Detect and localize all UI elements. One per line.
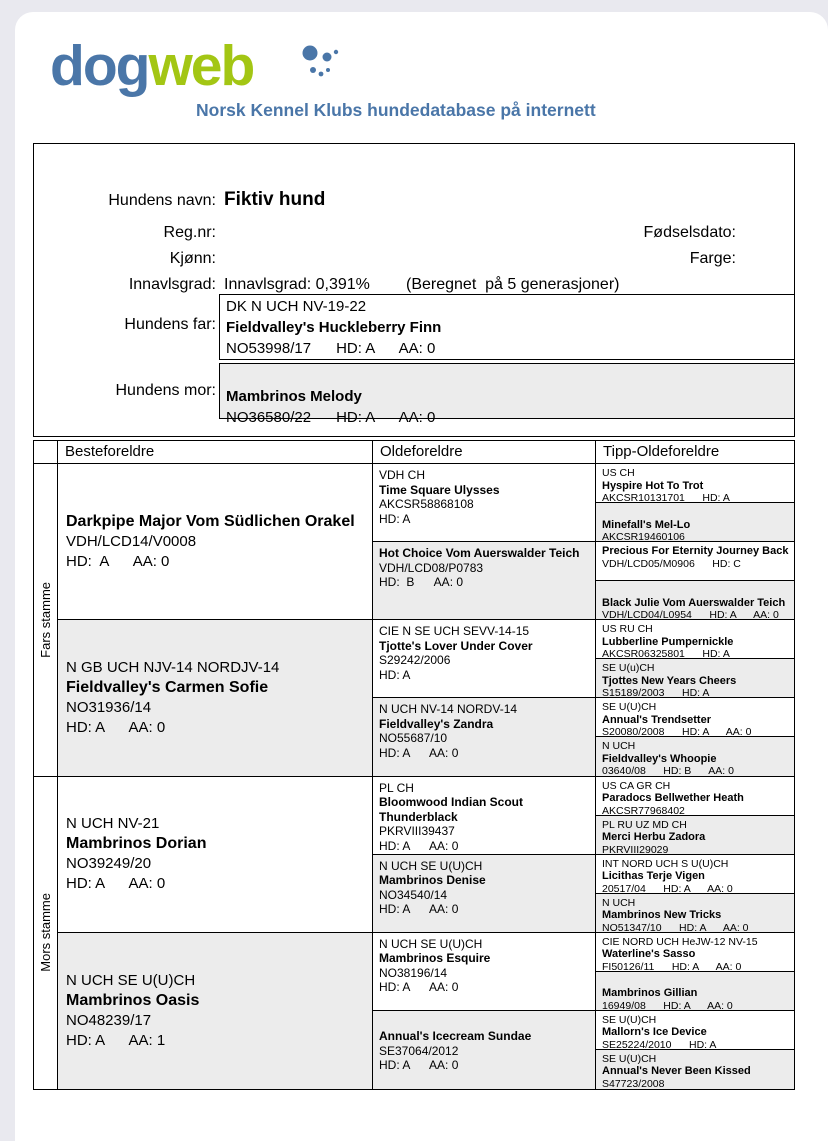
regnr: S29242/2006: [379, 653, 451, 668]
greatgrandparent-cell: [373, 542, 596, 620]
titles: SE U(u)CH: [602, 662, 655, 675]
health: HD: A AA: 0: [379, 980, 459, 995]
dog-name-value: Fiktiv hund: [224, 189, 326, 210]
regnr: NO38196/14: [379, 965, 448, 980]
header-spacer-cell: [34, 441, 58, 464]
grandparent-cell: [58, 464, 373, 620]
tipp-cell: [596, 620, 794, 659]
dog-name: Bloomwood Indian Scout Thunderblack: [379, 795, 527, 824]
titles: INT NORD UCH S U(U)CH: [602, 857, 729, 870]
regnr: S20080/2008 HD: A AA: 0: [602, 726, 752, 738]
health: HD: B AA: 0: [379, 575, 464, 590]
dog-name: Mallorn's Ice Device: [602, 1026, 707, 1039]
greatgrandparent-cell: [373, 698, 596, 776]
dog-name: Precious For Eternity Journey Back: [602, 545, 789, 558]
mother-name: Mambrinos Melody: [226, 388, 362, 405]
section-fars-stamme: [34, 464, 58, 777]
tipp-cell: [596, 855, 794, 894]
health: HD: A AA: 0: [379, 1058, 459, 1073]
mors-stamme-label: Mors stamme: [38, 893, 53, 973]
regnr: AKCSR58868108: [379, 497, 474, 511]
regnr: S15189/2003 HD: A: [602, 687, 710, 699]
health: HD: A AA: 0: [379, 902, 459, 917]
regnr: VDH/LCD05/M0906 HD: C: [602, 557, 741, 570]
regnr: NO48239/17: [66, 1011, 152, 1029]
health: HD: A AA: 0: [66, 875, 166, 893]
tipp-cell: [596, 737, 794, 776]
grandparent-cell: [58, 933, 373, 1089]
titles: N UCH SE U(U)CH: [379, 858, 483, 873]
greatgrandparent-cell: [373, 777, 596, 855]
regnr: AKCSR77968402: [602, 804, 685, 816]
regnr: S47723/2008: [602, 1077, 665, 1089]
dog-name: Fieldvalley's Whoopie: [602, 752, 717, 765]
dog-name: Mambrinos Esquire: [379, 951, 491, 966]
dog-name: Tjotte's Lover Under Cover: [379, 638, 533, 653]
dog-name: Mambrinos Dorian: [66, 835, 207, 853]
dog-name: Time Square Ulysses: [379, 482, 500, 497]
titles: N UCH: [602, 740, 636, 753]
dog-name: Licithas Terje Vigen: [602, 870, 705, 883]
dog-name: Annual's Never Been Kissed: [602, 1065, 751, 1078]
health: HD: A AA: 0: [66, 718, 166, 736]
pedigree-table: [33, 440, 795, 1090]
tipp-cell: [596, 659, 794, 698]
greatgrandparent-cell: [373, 933, 596, 1011]
logo-dog-text: dog: [50, 34, 149, 98]
father-box: [219, 294, 795, 360]
titles: SE U(U)CH: [602, 1052, 657, 1065]
dog-name: Mambrinos Oasis: [66, 991, 200, 1009]
titles: US CA GR CH: [602, 779, 671, 792]
greatgrandparent-cell: [373, 1011, 596, 1089]
regnr: VDH/LCD04/L0954 HD: A AA: 0: [602, 609, 779, 621]
greatgrandparent-cell: [373, 620, 596, 698]
sex-label: Kjønn:: [169, 250, 216, 267]
greatgrandparent-cell: [373, 855, 596, 933]
tipp-cell: [596, 1050, 794, 1089]
dog-name: Fieldvalley's Zandra: [379, 716, 494, 731]
health: HD: A AA: 0: [379, 838, 459, 853]
mother-regnr: NO36580/22 HD: A AA: 0: [226, 409, 436, 426]
titles: [602, 506, 794, 519]
health: HD: A AA: 0: [66, 552, 170, 570]
health: HD: A: [379, 511, 411, 526]
dog-name: Mambrinos Denise: [379, 873, 486, 888]
dog-name: Waterline's Sasso: [602, 948, 696, 961]
health: HD: A: [379, 667, 411, 682]
logo-web-text: web: [148, 34, 254, 98]
dog-name: Hyspire Hot To Trot: [602, 479, 704, 492]
titles: N UCH NV-14 NORDV-14: [379, 702, 518, 717]
dog-name: Mambrinos Gillian: [602, 987, 698, 1000]
father-titles: DK N UCH NV-19-22: [226, 298, 367, 315]
inbreeding-note: (Beregnet på 5 generasjoner): [406, 276, 620, 293]
greatgrandparent-cell: [373, 464, 596, 542]
dog-name-label: Hundens navn:: [108, 192, 216, 209]
regnr: AKCSR10131701 HD: A: [602, 492, 730, 504]
titles: US RU CH: [602, 623, 653, 636]
titles: N UCH: [602, 896, 636, 909]
regnr: VDH/LCD08/P0783: [379, 560, 484, 575]
regnr: PKRVIII39437: [379, 824, 455, 838]
inbreeding-label: Innavlsgrad:: [128, 276, 216, 293]
regnr: NO31936/14: [66, 698, 152, 716]
regnr: NO55687/10: [379, 731, 448, 746]
grandparent-cell: [58, 620, 373, 776]
dog-name: Mambrinos New Tricks: [602, 909, 722, 922]
tipp-cell: [596, 777, 794, 816]
health: HD: A AA: 1: [66, 1031, 166, 1049]
regnr: AKCSR06325801 HD: A: [602, 648, 730, 660]
regnr: FI50126/11 HD: A AA: 0: [602, 960, 742, 972]
tipp-cell: [596, 894, 794, 933]
titles: [602, 584, 794, 597]
mother-titles: [226, 365, 794, 386]
tipp-cell: [596, 1011, 794, 1050]
regnr: NO39249/20: [66, 855, 152, 873]
tipp-cell: [596, 933, 794, 972]
dog-name: Annual's Icecream Sundae: [379, 1029, 532, 1044]
logo-tagline: Norsk Kennel Klubs hundedatabase på internett: [196, 100, 596, 120]
titles: CIE NORD UCH HeJW-12 NV-15: [602, 935, 758, 948]
titles: CIE N SE UCH SEVV-14-15: [379, 624, 530, 639]
header-tipp-oldeforeldre: Tipp-Oldeforeldre: [596, 441, 794, 464]
tipp-cell: [596, 972, 794, 1011]
tipp-cell: [596, 698, 794, 737]
tipp-cell: [596, 581, 794, 620]
titles: N UCH SE U(U)CH: [66, 971, 196, 989]
regnr: PKRVIII29029: [602, 843, 669, 855]
mother-label: Hundens mor:: [115, 382, 216, 399]
regnr: AKCSR19460106: [602, 531, 685, 543]
titles: PL CH: [379, 780, 414, 795]
titles: N GB UCH NJV-14 NORDJV-14: [66, 658, 280, 676]
dog-name: Black Julie Vom Auerswalder Teich: [602, 596, 786, 609]
paw-dots-icon: [298, 40, 350, 92]
titles: [379, 1015, 595, 1030]
fars-stamme-label: Fars stamme: [38, 581, 53, 658]
tipp-cell: [596, 464, 794, 503]
dog-name: Tjottes New Years Cheers: [602, 674, 737, 687]
titles: SE U(U)CH: [602, 1013, 657, 1026]
titles: US CH: [602, 467, 635, 479]
header-besteforeldre: Besteforeldre: [58, 441, 373, 464]
regnr-label: Reg.nr:: [163, 224, 216, 241]
page-card: [15, 12, 828, 1141]
dog-name: Hot Choice Vom Auerswalder Teich: [379, 546, 580, 561]
titles: VDH CH: [379, 468, 426, 482]
regnr: SE25224/2010 HD: A: [602, 1038, 717, 1050]
father-label: Hundens far:: [124, 316, 216, 333]
father-name: Fieldvalley's Huckleberry Finn: [226, 319, 442, 336]
regnr: 03640/08 HD: B AA: 0: [602, 765, 734, 777]
tipp-cell: [596, 542, 794, 581]
dog-name: Minefall's Mel-Lo: [602, 518, 691, 531]
grandparent-cell: [58, 777, 373, 933]
dog-name: Lubberline Pumpernickle: [602, 635, 734, 648]
birthdate-label: Fødselsdato:: [643, 224, 736, 241]
health: HD: A AA: 0: [379, 745, 459, 760]
mother-box: [219, 363, 795, 426]
dog-name: Paradocs Bellwether Heath: [602, 792, 744, 804]
section-mors-stamme: [34, 777, 58, 1090]
regnr: NO51347/10 HD: A AA: 0: [602, 921, 749, 933]
father-regnr: NO53998/17 HD: A AA: 0: [226, 340, 436, 357]
titles: PL RU UZ MD CH: [602, 818, 687, 831]
dog-name: Merci Herbu Zadora: [602, 831, 706, 844]
color-label: Farge:: [689, 250, 736, 267]
titles: N UCH NV-21: [66, 815, 160, 833]
tipp-cell: [596, 503, 794, 542]
regnr: 16949/08 HD: A AA: 0: [602, 999, 733, 1011]
regnr: VDH/LCD14/V0008: [66, 532, 197, 550]
tipp-cell: [596, 816, 794, 855]
regnr: SE37064/2012: [379, 1043, 459, 1058]
logo-wordmark: [50, 36, 253, 96]
titles: [602, 975, 794, 988]
regnr: NO34540/14: [379, 887, 448, 902]
titles: SE U(U)CH: [602, 701, 657, 714]
dog-name: Annual's Trendsetter: [602, 713, 711, 726]
titles: N UCH SE U(U)CH: [379, 936, 483, 951]
header-oldeforeldre: Oldeforeldre: [373, 441, 596, 464]
regnr: 20517/04 HD: A AA: 0: [602, 882, 733, 894]
dog-info-box: [33, 143, 795, 437]
dog-name: Fieldvalley's Carmen Sofie: [66, 678, 269, 696]
dog-name: Darkpipe Major Vom Südlichen Orakel: [66, 512, 355, 530]
inbreeding-value: Innavlsgrad: 0,391%: [224, 276, 370, 293]
